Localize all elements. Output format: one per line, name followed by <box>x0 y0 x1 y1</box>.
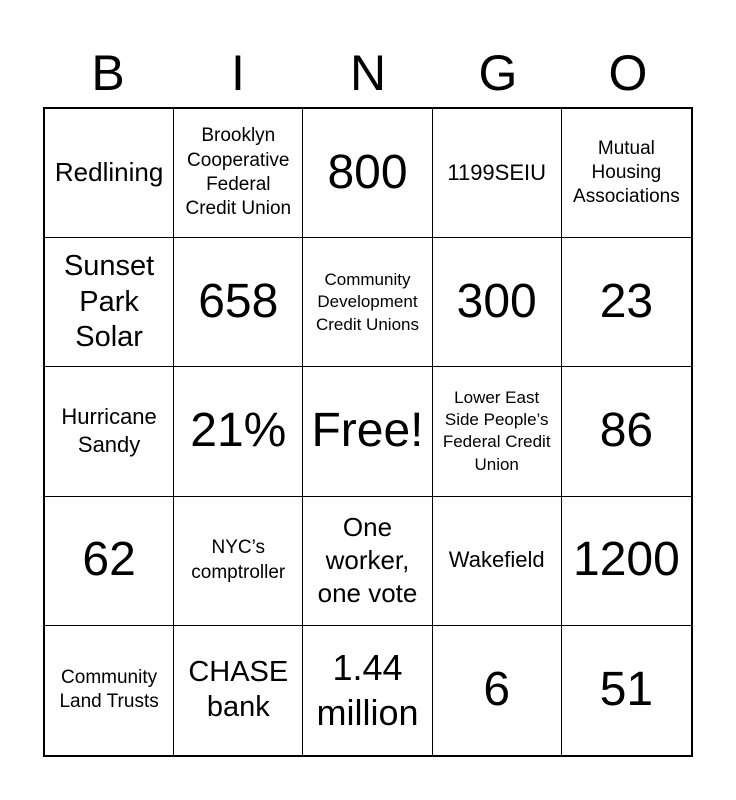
bingo-cell[interactable] <box>433 109 562 238</box>
cell-text: Lower East Side People’s Federal Credit Union <box>442 387 551 474</box>
bingo-cell[interactable] <box>45 497 174 626</box>
header-letter-g: G <box>478 45 518 101</box>
header-letter-i: I <box>231 45 245 101</box>
bingo-cell[interactable] <box>303 626 432 755</box>
cell-text: 23 <box>599 274 654 328</box>
bingo-cell[interactable] <box>562 238 691 367</box>
bingo-cell[interactable] <box>303 109 432 238</box>
bingo-cell[interactable] <box>174 497 303 626</box>
cell-text: 300 <box>456 274 537 328</box>
bingo-cell[interactable] <box>562 109 691 238</box>
cell-text: One worker, one vote <box>317 511 418 609</box>
cell-text: 6 <box>483 662 511 716</box>
cell-text: Sunset Park Solar <box>63 250 155 353</box>
cell-text: CHASE bank <box>188 656 289 724</box>
bingo-cell[interactable] <box>174 367 303 496</box>
header-letter-b: B <box>91 45 125 101</box>
bingo-header <box>43 38 693 108</box>
cell-text: 21% <box>190 404 287 458</box>
cell-text: 1200 <box>573 533 680 587</box>
cell-text: 658 <box>198 274 279 328</box>
cell-text: Mutual Housing Associations <box>573 137 680 208</box>
bingo-cell[interactable] <box>303 238 432 367</box>
bingo-cell[interactable] <box>433 367 562 496</box>
bingo-cell[interactable] <box>562 497 691 626</box>
cell-text: 1199SEIU <box>447 159 547 185</box>
cell-text: Brooklyn Cooperative Federal Credit Union <box>185 125 292 220</box>
bingo-cell[interactable] <box>562 367 691 496</box>
cell-text: 1.44 million <box>316 647 419 734</box>
bingo-cell[interactable] <box>433 238 562 367</box>
bingo-cell[interactable] <box>174 626 303 755</box>
bingo-cell[interactable] <box>45 238 174 367</box>
bingo-cell[interactable] <box>45 626 174 755</box>
cell-text: 86 <box>599 404 654 458</box>
cell-text: 800 <box>327 145 408 199</box>
bingo-cell[interactable] <box>562 626 691 755</box>
bingo-cell[interactable] <box>174 238 303 367</box>
cell-text: Wakefield <box>448 547 545 573</box>
bingo-cell[interactable] <box>433 626 562 755</box>
bingo-cell[interactable] <box>174 109 303 238</box>
cell-text: Hurricane Sandy <box>61 403 157 458</box>
bingo-cell[interactable] <box>45 367 174 496</box>
bingo-board <box>43 107 693 757</box>
cell-text: 51 <box>599 662 654 716</box>
cell-text: Community Land Trusts <box>59 667 159 713</box>
bingo-cell[interactable] <box>303 367 432 496</box>
cell-text: NYC’s comptroller <box>191 537 286 583</box>
cell-text: Free! <box>311 404 424 458</box>
cell-text: Redlining <box>54 157 164 188</box>
bingo-cell[interactable] <box>303 497 432 626</box>
cell-text: 62 <box>82 533 136 587</box>
bingo-cell[interactable] <box>45 109 174 238</box>
header-letter-o: O <box>608 45 648 101</box>
bingo-cell[interactable] <box>433 497 562 626</box>
cell-text: Community Development Credit Unions <box>315 269 419 334</box>
header-letter-n: N <box>349 45 387 101</box>
